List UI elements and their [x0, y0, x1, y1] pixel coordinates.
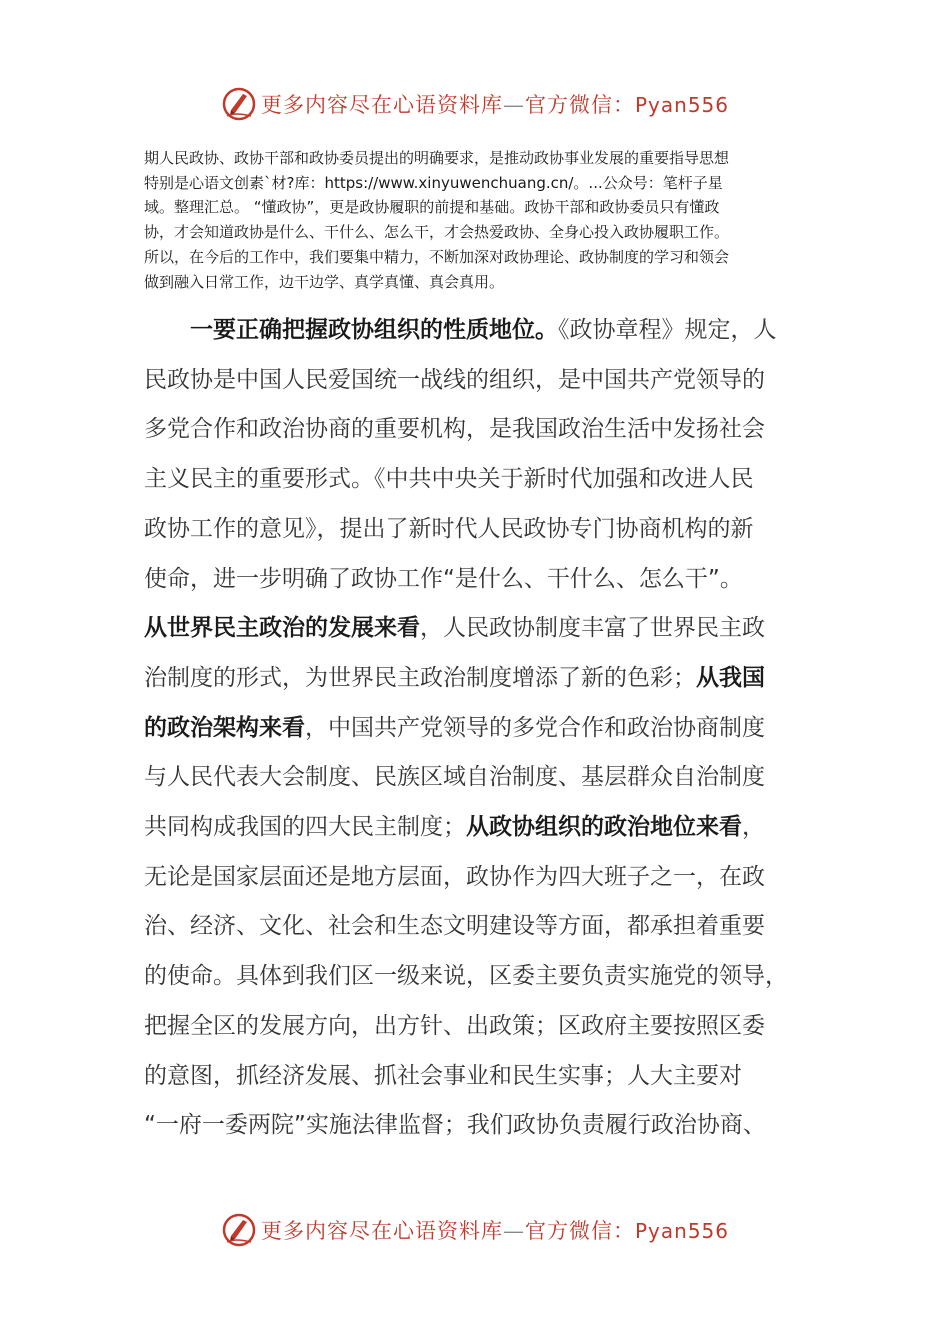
body-text-span: 治制度的形式，为世界民主政治制度增添了新的色彩； [144, 664, 696, 691]
main-paragraph [144, 306, 816, 1151]
banner-slogan: 更多内容尽在心语资料库 [260, 1219, 503, 1243]
banner-wechat-id: Pyan556 [634, 93, 729, 117]
intro-line: 做到融入日常工作，边干边学、真学真懂、真会真用。 [144, 272, 505, 291]
body-line-9 [144, 704, 816, 754]
body-line-4: 主义民主的重要形式。《中共中央关于新时代加强和改进人民 [144, 466, 754, 493]
intro-line: 域。整理汇总。 “懂政协”，更是政协履职的前提和基础。政协干部和政协委员只有懂政 [144, 198, 720, 217]
body-line-5: 政协工作的意见》，提出了新时代人民政协专门协商机构的新 [144, 515, 754, 542]
body-line-7 [144, 604, 816, 654]
body-line-10: 与人民代表大会制度、民族区域自治制度、基层群众自治制度 [144, 764, 765, 791]
footer-banner-text [261, 1215, 729, 1245]
body-line-17: “一府一委两院”实施法律监督；我们政协负责履行政治协商、 [144, 1112, 766, 1139]
banner-wechat-label: 官方微信： [524, 93, 635, 117]
body-text-span: 《政协章程》规定，人 [558, 317, 777, 343]
body-text-span: ，中国共产党领导的多党合作和政治协商制度 [305, 714, 765, 741]
intro-paragraph [144, 146, 814, 294]
body-text-span: ， [742, 814, 765, 841]
emphasis-world-democracy: 从世界民主政治的发展来看 [144, 615, 420, 642]
banner-separator: — [502, 1219, 525, 1243]
body-line-13: 治、经济、文化、社会和生态文明建设等方面，都承担着重要 [144, 913, 765, 940]
body-line-14: 的使命。具体到我们区一级来说，区委主要负责实施党的领导， [144, 963, 788, 990]
intro-line: 所以，在今后的工作中，我们要集中精力，不断加深对政协理论、政协制度的学习和领会 [144, 247, 730, 266]
intro-line: 期人民政协、政协干部和政协委员提出的明确要求，是推动政协事业发展的重要指导思想 [144, 149, 730, 167]
emphasis-political-structure-cont: 的政治架构来看 [144, 714, 305, 741]
emphasis-political-structure: 从我国 [696, 664, 765, 691]
body-line-2: 民政协是中国人民爱国统一战线的组织，是中国共产党领导的 [144, 366, 765, 393]
emphasis-cppcc-status: 从政协组织的政治地位来看 [466, 814, 742, 841]
body-line-8 [144, 654, 816, 704]
body-line-15: 把握全区的发展方向，出方针、出政策；区政府主要按照区委 [144, 1012, 765, 1039]
header-banner-text [261, 89, 729, 119]
body-line-3: 多党合作和政治协商的重要机构，是我国政治生活中发扬社会 [144, 416, 765, 443]
banner-wechat-id: Pyan556 [634, 1219, 729, 1243]
body-line-11 [144, 803, 816, 853]
banner-wechat-label: 官方微信： [524, 1219, 635, 1243]
banner-separator: — [502, 93, 525, 117]
body-line-6: 使命，进一步明确了政协工作“是什么、干什么、怎么干”。 [144, 565, 743, 592]
footer-banner [0, 1210, 950, 1250]
body-text-span: 共同构成我国的四大民主制度； [144, 814, 466, 841]
body-line-12: 无论是国家层面还是地方层面，政协作为四大班子之一，在政 [144, 863, 765, 890]
body-line-1 [144, 306, 816, 356]
intro-line: 特别是心语文创素`材?库：https://www.xinyuwenchuang.cn/。...公众号：笔杆子星 [144, 173, 723, 192]
intro-line: 协，才会知道政协是什么、干什么、怎么干，才会热爱政协、全身心投入政协履职工作。 [144, 223, 730, 242]
banner-slogan: 更多内容尽在心语资料库 [260, 93, 503, 117]
pen-logo-icon [221, 1212, 257, 1248]
body-text-span: ，人民政协制度丰富了世界民主政 [420, 615, 765, 642]
body-line-16: 的意图，抓经济发展、抓社会事业和民生实事；人大主要对 [144, 1062, 742, 1089]
pen-logo-icon [221, 86, 257, 122]
section-heading: 一要正确把握政协组织的性质地位。 [190, 317, 558, 343]
header-banner [0, 84, 950, 124]
